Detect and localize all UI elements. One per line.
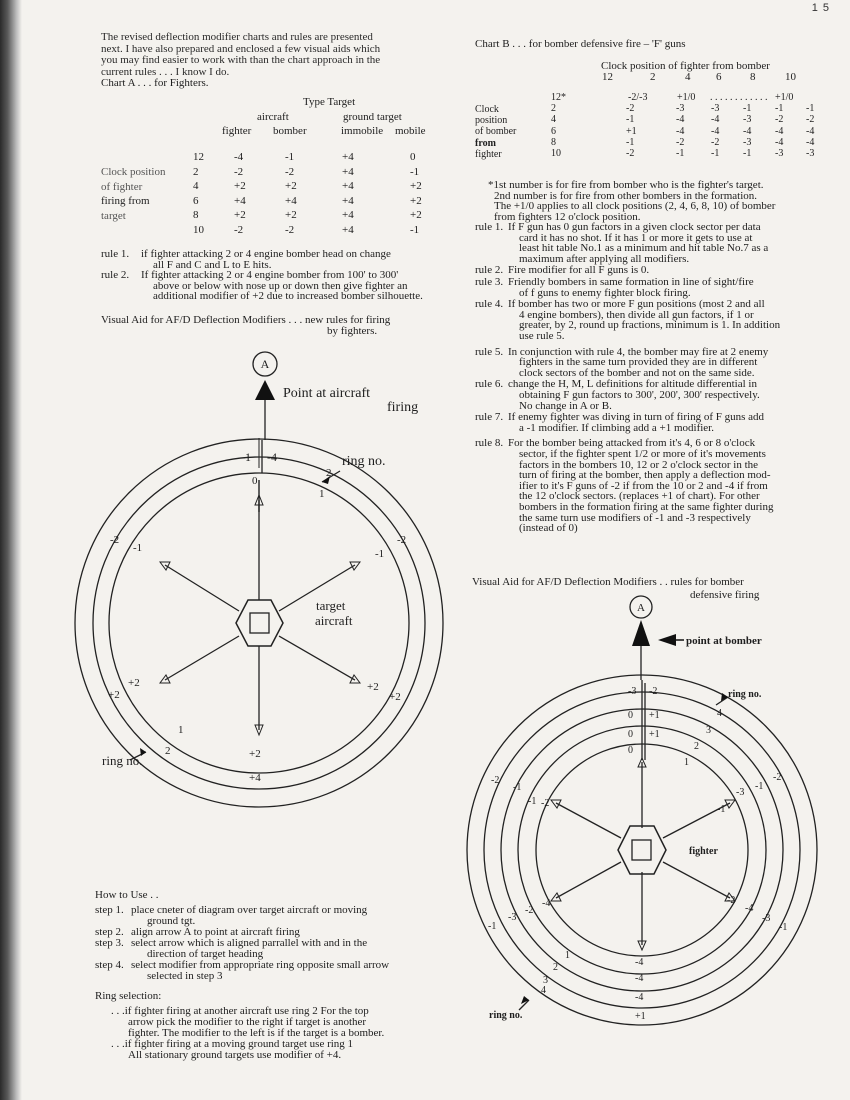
chart-b-cell: +1 xyxy=(626,125,637,137)
rule-line: If enemy fighter was diving in turn of firing of F guns add xyxy=(508,411,765,424)
chart-b-row-label: position xyxy=(475,115,508,127)
step-label: step 2. xyxy=(95,926,124,938)
right-top-right-mod: -2 xyxy=(649,686,658,697)
chart-b-cell: -3 xyxy=(806,148,815,159)
chart-a-clock-cell: 4 xyxy=(193,180,199,192)
right-bottom-mod: +1 xyxy=(635,1011,646,1022)
left-right-inner: -1 xyxy=(375,548,385,560)
chart-a-cell: -1 xyxy=(410,165,420,178)
left-ring-2-label: 2 xyxy=(326,467,332,479)
left-point-at-2: firing xyxy=(387,400,419,415)
rule-label: rule 7. xyxy=(475,411,504,424)
left-bl-inner: +2 xyxy=(128,677,140,689)
right-bottom-left-mod: -4 xyxy=(542,898,551,909)
rule-line: In conjunction with rule 4, the bomber may fire at 2 enemy xyxy=(508,345,769,358)
rule-line: If F gun has 0 gun factors in a given clock sector per data xyxy=(508,221,761,233)
chart-b-cell: . . . . . . . . . . . . xyxy=(710,92,768,103)
chart-b-footnote-line: *1st number is for fire from bomber who is the fighter's target. xyxy=(488,179,764,191)
right-bottom-right-mod: -3 xyxy=(762,913,771,924)
rule-label: rule 2. xyxy=(475,264,504,277)
rule-line: if fighter attacking 2 or 4 engine bomber head on change xyxy=(141,248,391,260)
chart-b-cell: -4 xyxy=(775,136,784,148)
right-ring-no-bottom: ring no. xyxy=(489,1010,523,1021)
left-left-inner: -1 xyxy=(133,542,143,554)
chart-b-cell: -3 xyxy=(743,114,752,126)
chart-b-cell: -2 xyxy=(626,103,635,115)
chart-b-cell: -4 xyxy=(775,125,784,137)
chart-a-cell: +4 xyxy=(342,180,354,192)
chart-b-title: Chart B . . . for bomber defensive fire – 'F' guns xyxy=(475,38,686,50)
left-target-1: target xyxy=(316,598,346,613)
intro-line: Chart A . . . for Fighters. xyxy=(101,77,209,89)
chart-b-cell: -1 xyxy=(676,148,685,159)
chart-a-row-label: target xyxy=(101,209,126,222)
chart-b-cell: -1 xyxy=(626,136,635,148)
chart-a-cell: -1 xyxy=(410,223,420,236)
step-line: select arrow which is aligned parrallel with and in the xyxy=(131,937,368,949)
left-ring-no-bottom: ring no. xyxy=(102,753,143,768)
right-ring-number: 2 xyxy=(694,741,699,752)
right-top-right-mod: +1 xyxy=(649,710,660,721)
right-bottom-mod: -4 xyxy=(635,973,644,984)
chart-b-cell: -1 xyxy=(626,114,635,126)
target-hexagon xyxy=(236,600,283,646)
chart-a-cell: +2 xyxy=(234,209,246,221)
chart-b-cell: -1 xyxy=(775,103,784,115)
chart-b-cell: -3 xyxy=(676,103,685,115)
rule-label: rule 4. xyxy=(475,298,504,311)
rule-line: fighters in the same turn provided they are in different xyxy=(519,356,758,369)
step-label: step 4. xyxy=(95,959,124,971)
right-fighter-label: fighter xyxy=(689,846,718,857)
intro-line: The revised deflection modifier charts and rules are presented xyxy=(101,31,373,43)
rule-line: additional modifier of +2 due to increased bomber silhouette. xyxy=(153,290,423,302)
chart-b-header: Clock position of fighter from bomber xyxy=(601,60,770,72)
step-line: selected in step 3 xyxy=(147,970,223,982)
chart-a-clock-cell: 2 xyxy=(193,165,199,178)
chart-a-clock-cell: 6 xyxy=(193,194,199,207)
chart-b-cell: -1 xyxy=(743,103,752,115)
chart-b-cell: -3 xyxy=(743,136,752,148)
chart-b-cell: -2 xyxy=(626,148,635,159)
right-right-mod: -1 xyxy=(755,781,764,792)
right-bottom-ring-number: 4 xyxy=(541,985,546,996)
chart-a-cell: +4 xyxy=(342,223,354,236)
chart-b-cell: +1/0 xyxy=(775,92,794,103)
ring-selection-title: Ring selection: xyxy=(95,990,162,1002)
right-bottom-ring-number: 3 xyxy=(543,975,548,986)
left-br-inner: +2 xyxy=(367,681,379,693)
rule-line: Friendly bombers in same formation in line of sight/fire xyxy=(508,276,754,288)
chart-a-column-header: bomber xyxy=(273,125,307,137)
ring-selection-line: fighter. The modifier to the left is if the target is a bomber. xyxy=(128,1027,385,1039)
chart-b-cell: -4 xyxy=(711,114,720,126)
chart-a-clock-cell: 12 xyxy=(193,151,204,163)
left-target-2: aircraft xyxy=(315,613,353,628)
target-square xyxy=(250,613,269,633)
left-bottom-ring-1: 1 xyxy=(178,724,184,736)
chart-b-cell: -4 xyxy=(806,136,815,148)
right-ring-number: 4 xyxy=(717,708,722,719)
chart-b-cell: -1 xyxy=(806,103,815,115)
chart-a-clock-cell: 8 xyxy=(193,209,199,221)
rule-line: the same turn use modifiers of -1 and -3 respectively xyxy=(519,511,751,524)
chart-a-column-header: immobile xyxy=(341,125,384,137)
chart-b-cell: +1/0 xyxy=(677,92,696,103)
chart-a-cell: +2 xyxy=(410,194,422,207)
right-right-mod: -3 xyxy=(736,787,745,798)
chart-a-row-label: of fighter xyxy=(101,180,143,193)
chart-a-cell: +2 xyxy=(285,180,297,192)
step-label: step 3. xyxy=(95,937,124,949)
chart-b-footnote-line: The +1/0 applies to all clock positions (2, 4, 6, 8, 10) of bomber xyxy=(494,200,776,212)
rule-line: 4 engine bombers), then divide all gun factors, if 1 or xyxy=(519,308,754,321)
rule-line: maximum after applying all modifiers. xyxy=(519,252,690,265)
chart-a-row-label: firing from xyxy=(101,195,150,207)
chart-a-cell: 0 xyxy=(410,151,416,163)
step-line: align arrow A to point at aircraft firing xyxy=(131,926,300,938)
chart-b-cell: -4 xyxy=(711,125,720,137)
left-bl-outer: +2 xyxy=(108,689,120,701)
rule-line: card it has no shot. If it has 1 or more it gets to use at xyxy=(519,231,753,244)
right-bottom-ring-number: 2 xyxy=(553,962,558,973)
left-ring-no-top: ring no. xyxy=(342,454,386,469)
right-ring-number: 3 xyxy=(706,725,711,736)
chart-b-row-label: fighter xyxy=(475,148,502,160)
right-left-mod: -2 xyxy=(491,775,500,786)
chart-b-row-label: of bomber xyxy=(475,126,517,138)
chart-a-cell: +4 xyxy=(342,151,354,163)
chart-b-column-header: 10 xyxy=(785,71,796,83)
chart-a-column-header: fighter xyxy=(222,125,252,137)
right-top-right-mod: +1 xyxy=(649,729,660,740)
intro-line: current rules . . . I know I do. xyxy=(101,65,230,78)
left-bottom-inner: +2 xyxy=(249,748,261,760)
left-a-marker: A xyxy=(260,357,270,371)
right-right-mod: -2 xyxy=(773,772,782,783)
right-bottom-left-mod: -2 xyxy=(525,905,534,916)
right-top-left-mod: 0 xyxy=(628,745,633,756)
chart-a-cell: -4 xyxy=(234,151,244,163)
right-left-mod: -2 xyxy=(541,798,550,809)
rule-line: bombers in the formation firing at the same fighter during xyxy=(519,501,774,513)
left-right-outer: -2 xyxy=(397,534,407,546)
chart-a-cell: -2 xyxy=(285,165,295,178)
ring-selection-line: . . .if fighter firing at another aircraft use ring 2 For the top xyxy=(111,1005,369,1017)
chart-a-cell: +4 xyxy=(285,194,297,207)
right-ring-number: 1 xyxy=(684,757,689,768)
chart-b-clock-cell: 8 xyxy=(551,136,556,148)
chart-a-clock-cell: 10 xyxy=(193,223,204,236)
chart-b-clock-cell: 10 xyxy=(551,148,561,159)
left-left-outer: -2 xyxy=(110,534,120,546)
right-fighter-square xyxy=(632,840,651,860)
chart-b-cell: -4 xyxy=(676,125,685,137)
chart-b-footnote-line: from fighters 12 o'clock position. xyxy=(494,210,641,223)
chart-a-cell: -1 xyxy=(285,151,295,163)
chart-a-cell: +4 xyxy=(234,194,246,207)
chart-a-cell: -2 xyxy=(234,165,244,178)
chart-a-cell: +2 xyxy=(410,209,422,221)
chart-b-cell: -4 xyxy=(676,114,685,126)
chart-a-cell: +4 xyxy=(342,209,354,221)
rule-line: obtaining F gun factors to 300', 200', 300' respectively. xyxy=(519,389,760,401)
chart-b-column-header: 4 xyxy=(685,71,691,83)
left-top-right-mod: -4 xyxy=(267,450,277,464)
chart-a-cell: +2 xyxy=(410,180,422,192)
chart-a-column-header: mobile xyxy=(395,125,426,137)
rule-label: rule 2. xyxy=(101,269,130,281)
left-top-left-mod: -1 xyxy=(241,450,251,464)
chart-b-column-header: 12 xyxy=(602,71,613,83)
right-bottom-left-mod: -3 xyxy=(508,912,517,923)
chart-b-cell: -2 xyxy=(676,136,685,148)
intro-line: you may find easier to work with than the chart approach in the xyxy=(101,54,381,66)
step-line: ground tgt. xyxy=(147,915,196,927)
step-label: step 1. xyxy=(95,904,124,916)
right-bottom-left-mod: -1 xyxy=(488,921,497,932)
ring-selection-line: All stationary ground targets use modifier of +4. xyxy=(128,1049,342,1061)
rule-line: change the H, M, L definitions for altitude differential in xyxy=(508,378,757,391)
rule-label: rule 1. xyxy=(101,248,130,260)
chart-b-clock-cell: 2 xyxy=(551,103,556,115)
how-to-use-title: How to Use . . xyxy=(95,889,159,901)
chart-b-cell: -1 xyxy=(711,148,720,159)
step-line: select modifier from appropriate ring opposite small arrow xyxy=(131,959,390,971)
rule-label: rule 3. xyxy=(475,276,504,288)
right-bottom-ring-number: 1 xyxy=(565,950,570,961)
left-bottom-ring-2: 2 xyxy=(165,745,171,757)
chart-b-clock-cell: 4 xyxy=(551,114,556,126)
right-fighter-hexagon xyxy=(618,826,666,874)
right-top-left-mod: 0 xyxy=(628,710,633,721)
left-visual-aid-title: Visual Aid for AF/D Deflection Modifiers . . . new rules for firing xyxy=(101,314,391,326)
rule-line: ifier to it's F guns of -2 if from the 10 or 2 and -4 if from xyxy=(519,479,768,492)
right-top-left-mod: -3 xyxy=(628,686,637,697)
chart-b-row-label: Clock xyxy=(475,104,499,115)
ring-selection-line: arrow pick the modifier to the right if target is another xyxy=(128,1016,367,1028)
chart-b-cell: -4 xyxy=(806,125,815,137)
chart-a-row-label: Clock position xyxy=(101,166,166,178)
right-left-mod: -1 xyxy=(528,796,537,807)
rule-line: turn of firing at the bomber, then apply a deflection mod- xyxy=(519,469,771,482)
right-bottom-right-mod: -2 xyxy=(727,895,736,906)
chart-a-group-aircraft: aircraft xyxy=(257,111,289,123)
rule-line: If bomber has two or more F gun positions (most 2 and all xyxy=(508,298,765,311)
intro-line: next. I have also prepared and enclosed a few visual aids which xyxy=(101,42,381,55)
rule-line: above or below with nose up or down then give fighter an xyxy=(153,279,408,292)
chart-b-cell: -3 xyxy=(711,103,720,115)
right-bottom-right-mod: -1 xyxy=(779,922,788,933)
rule-line: If fighter attacking 2 or 4 engine bomber from 100' to 300' xyxy=(141,269,399,281)
chart-b-column-header: 2 xyxy=(650,71,656,83)
right-visual-aid-title-2: defensive firing xyxy=(690,589,760,601)
left-ring-1-label: 1 xyxy=(319,488,325,500)
rule-line: least hit table No.1 as a minimum and hit table No.7 as a xyxy=(519,242,769,255)
chart-b-row-label: from xyxy=(475,137,496,149)
rule-line: sector, if the fighter spent 1/2 or more of it's movements xyxy=(519,448,766,460)
chart-b-clock-cell: 12* xyxy=(551,92,566,103)
left-bottom-outer: +4 xyxy=(249,772,261,784)
right-visual-aid-title: Visual Aid for AF/D Deflection Modifiers . . rules for bomber xyxy=(472,576,744,588)
right-right-mod: -1 xyxy=(717,804,726,815)
left-top-inner-mod: 0 xyxy=(252,475,258,487)
left-br-outer: +2 xyxy=(389,691,401,703)
chart-b-cell: -2 xyxy=(775,114,784,126)
rule-line: a -1 modifier. If climbing add a +1 modifier. xyxy=(519,421,714,434)
chart-b-column-header: 6 xyxy=(716,71,722,83)
rule-label: rule 8. xyxy=(475,437,504,450)
page-number: 1 5 xyxy=(811,2,830,14)
right-bottom-mod: -4 xyxy=(635,992,644,1003)
rule-line: clock sectors of the bomber and not on the same side. xyxy=(519,366,755,379)
chart-b-cell: -2 xyxy=(806,114,815,126)
rule-line: (instead of 0) xyxy=(519,522,578,535)
chart-b-footnote-line: 2nd number is for fire from other bombers in the formation. xyxy=(494,189,758,202)
rule-line: of f guns to enemy fighter block firing. xyxy=(519,286,691,299)
chart-a-cell: +2 xyxy=(285,209,297,221)
right-point-at-bomber: point at bomber xyxy=(686,635,762,647)
chart-b-column-header: 8 xyxy=(750,71,756,83)
rule-label: rule 6. xyxy=(475,378,504,391)
right-top-left-mod: 0 xyxy=(628,729,633,740)
left-main-arrowhead xyxy=(255,380,275,400)
chart-b-cell: -3 xyxy=(775,148,784,159)
chart-a-title: Type Target xyxy=(303,96,356,108)
rule-line: all F and C and L to E hits. xyxy=(153,258,272,271)
right-left-mod: -1 xyxy=(513,782,522,793)
right-a-marker: A xyxy=(637,602,645,614)
rule-line: use rule 5. xyxy=(519,330,565,342)
left-point-at-1: Point at aircraft xyxy=(283,386,371,401)
ring-selection-line: . . .if fighter firing at a moving ground target use ring 1 xyxy=(111,1038,354,1050)
step-line: place cneter of diagram over target aircraft or moving xyxy=(131,904,368,916)
chart-a-cell: -2 xyxy=(285,223,295,236)
chart-b-cell: -2/-3 xyxy=(628,92,648,103)
chart-b-cell: -4 xyxy=(743,125,752,137)
chart-a-cell: -2 xyxy=(234,223,244,236)
chart-b-clock-cell: 6 xyxy=(551,125,556,137)
rule-label: rule 5. xyxy=(475,345,504,358)
rule-line: For the bomber being attacked from it's 4, 6 or 8 o'clock xyxy=(508,437,756,450)
rule-line: factors in the bombers 10, 12 or 2 o'clock sector in the xyxy=(519,458,759,471)
right-ring-no-top: ring no. xyxy=(728,689,762,700)
right-bottom-mod: -4 xyxy=(635,957,644,968)
chart-a-cell: +2 xyxy=(234,180,246,192)
chart-a-cell: +4 xyxy=(342,165,354,178)
chart-b-cell: -1 xyxy=(743,148,752,159)
step-line: direction of target heading xyxy=(147,948,264,960)
rule-line: Fire modifier for all F guns is 0. xyxy=(508,264,650,277)
right-main-arrowhead xyxy=(632,620,650,646)
rule-label: rule 1. xyxy=(475,221,504,233)
chart-a-group-ground: ground target xyxy=(343,111,402,123)
chart-a-cell: +4 xyxy=(342,194,354,207)
chart-b-cell: -2 xyxy=(711,136,720,148)
rule-line: No change in A or B. xyxy=(519,399,612,412)
right-bottom-right-mod: -4 xyxy=(745,903,754,914)
left-visual-aid-title-2: by fighters. xyxy=(327,325,378,337)
rule-line: greater, by 2, round up fractions, minimum is 1. In addition xyxy=(519,319,781,332)
rule-line: the 12 o'clock sectors. (replaces +1 of chart). For other xyxy=(519,490,760,503)
